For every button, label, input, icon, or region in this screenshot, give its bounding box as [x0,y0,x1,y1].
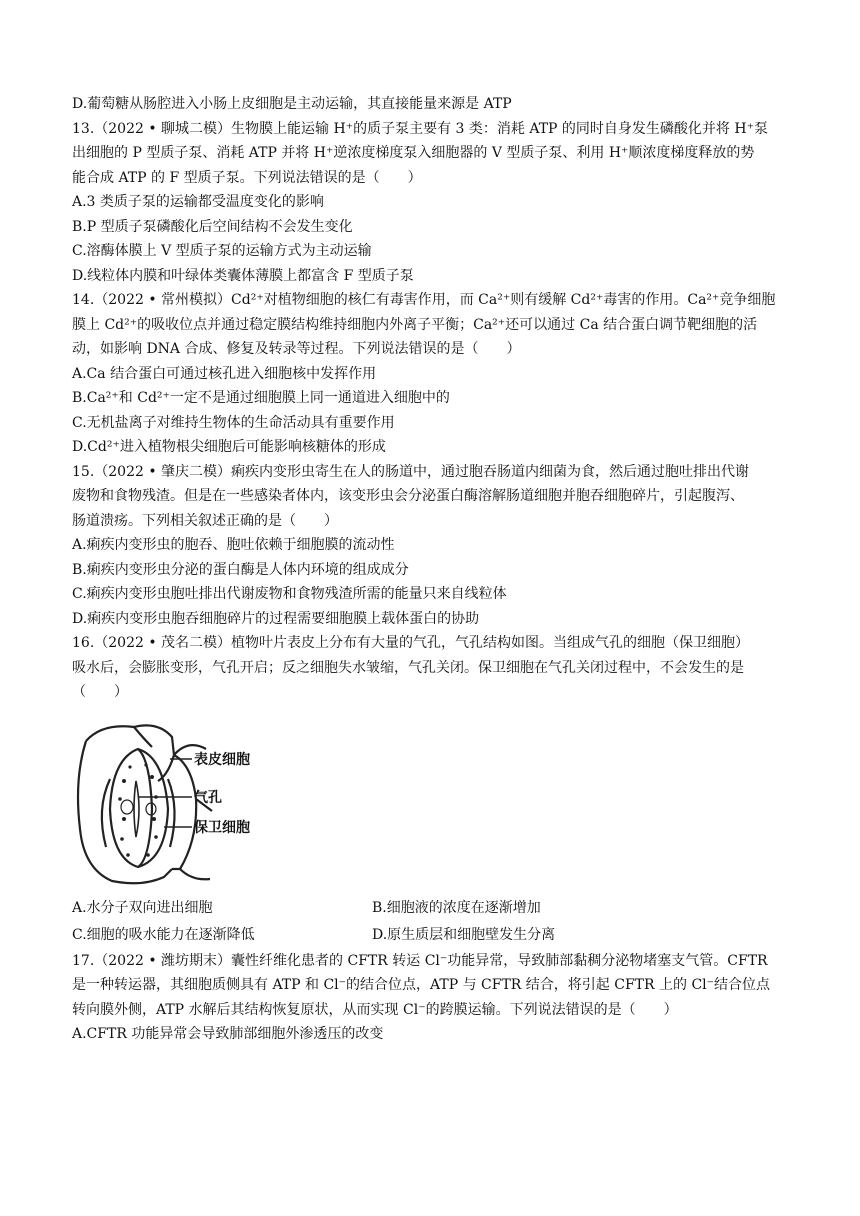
text-line: 17.（2022 • 潍坊期末）囊性纤维化患者的 CFTR 转运 Cl⁻功能异常，导致肺部黏稠分泌物堵塞支气管。CFTR [72,952,768,969]
text-line: （ ） [72,684,128,700]
text-line: A.痢疾内变形虫的胞吞、胞吐依赖于细胞膜的流动性 [72,537,395,553]
text-line: 16.（2022 • 茂名二模）植物叶片表皮上分布有大量的气孔，气孔结构如图。当组成气孔的细胞（保卫细胞） [72,635,750,651]
text-line: 动，如影响 DNA 合成、修复及转录等过程。下列说法错误的是（ ） [72,341,521,357]
text-line: C.无机盐离子对维持生物体的生命活动具有重要作用 [72,414,395,431]
q16-option-b: B.细胞液的浓度在逐渐增加 [372,899,541,916]
text-line: 15.（2022 • 肇庆二模）痢疾内变形虫寄生在人的肠道中，通过胞吞肠道内细菌为食，然后通过胞吐排出代谢 [72,463,750,480]
stomata-diagram [72,719,272,887]
text-line: 13.（2022 • 聊城二模）生物膜上能运输 H⁺的质子泵主要有 3 类：消耗 ATP 的同时自身发生磷酸化并将 H⁺泵 [72,120,768,137]
q16-option-d: D.原生质层和细胞壁发生分离 [372,926,556,943]
text-line: 转向膜外侧，ATP 水解后其结构恢复原状，从而实现 Cl⁻的跨膜运输。下列说法错误的是（ ） [72,1001,678,1018]
text-line: C.溶酶体膜上 V 型质子泵的运输方式为主动运输 [72,243,372,259]
q16-option-c: C.细胞的吸水能力在逐渐降低 [72,926,255,943]
stomata-figure [72,719,272,887]
text-line: 膜上 Cd²⁺的吸收位点并通过稳定膜结构维持细胞内外离子平衡；Ca²⁺还可以通过 Ca 结合蛋白调节靶细胞的活 [72,316,758,333]
text-line: D.葡萄糖从肠腔进入小肠上皮细胞是主动运输，其直接能量来源是 ATP [72,96,512,112]
text-line: D.Cd²⁺进入植物根尖细胞后可能影响核糖体的形成 [72,439,386,455]
text-line: D.线粒体内膜和叶绿体类囊体薄膜上都富含 F 型质子泵 [72,267,414,284]
text-block-before-figure [72,92,792,705]
text-line: B.痢疾内变形虫分泌的蛋白酶是人体内环境的组成成分 [72,561,409,578]
label-stoma: 气孔 [194,789,222,806]
text-line: C.痢疾内变形虫胞吐排出代谢废物和食物残渣所需的能量只来自线粒体 [72,586,507,602]
text-line: 废物和食物残渣。但是在一些感染者体内，该变形虫会分泌蛋白酶溶解肠道细胞并胞吞细胞碎片，引起腹泻、 [72,488,744,504]
q16-options-row-1 [72,895,792,922]
text-line: 肠道溃疡。下列相关叙述正确的是（ ） [72,512,338,529]
text-line: B.P 型质子泵磷酸化后空间结构不会发生变化 [72,218,353,235]
text-line: B.Ca²⁺和 Cd²⁺一定不是通过细胞膜上同一通道进入细胞中的 [72,390,450,406]
text-line: D.痢疾内变形虫胞吞细胞碎片的过程需要细胞膜上载体蛋白的协助 [72,610,480,627]
q16-options-row-2 [72,922,792,949]
text-line: 14.（2022 • 常州模拟）Cd²⁺对植物细胞的核仁有毒害作用，而 Ca²⁺则有缓解 Cd²⁺毒害的作用。Ca²⁺竞争细胞 [72,292,776,308]
q16-option-a: A.水分子双向进出细胞 [72,899,213,916]
text-line: 能合成 ATP 的 F 型质子泵。下列说法错误的是（ ） [72,169,422,186]
label-guard-cell: 保卫细胞 [194,819,250,836]
text-line: A.Ca 结合蛋白可通过核孔进入细胞核中发挥作用 [72,365,377,382]
text-line: 出细胞的 P 型质子泵、消耗 ATP 并将 H⁺逆浓度梯度泵入细胞器的 V 型质子泵、利用 H⁺顺浓度梯度释放的势 [72,145,755,161]
label-epidermal-cell: 表皮细胞 [194,751,250,768]
document-page [72,92,792,1047]
text-line: A.CFTR 功能异常会导致肺部细胞外渗透压的改变 [72,1026,384,1042]
text-line: 吸水后，会膨胀变形，气孔开启；反之细胞失水皱缩，气孔关闭。保卫细胞在气孔关闭过程中，不会发生的是 [72,659,744,676]
text-block-after-figure [72,949,792,1047]
text-line: 是一种转运器，其细胞质侧具有 ATP 和 Cl⁻的结合位点，ATP 与 CFTR 结合，将引起 CFTR 上的 Cl⁻结合位点 [72,977,771,993]
text-line: A.3 类质子泵的运输都受温度变化的影响 [72,194,324,210]
